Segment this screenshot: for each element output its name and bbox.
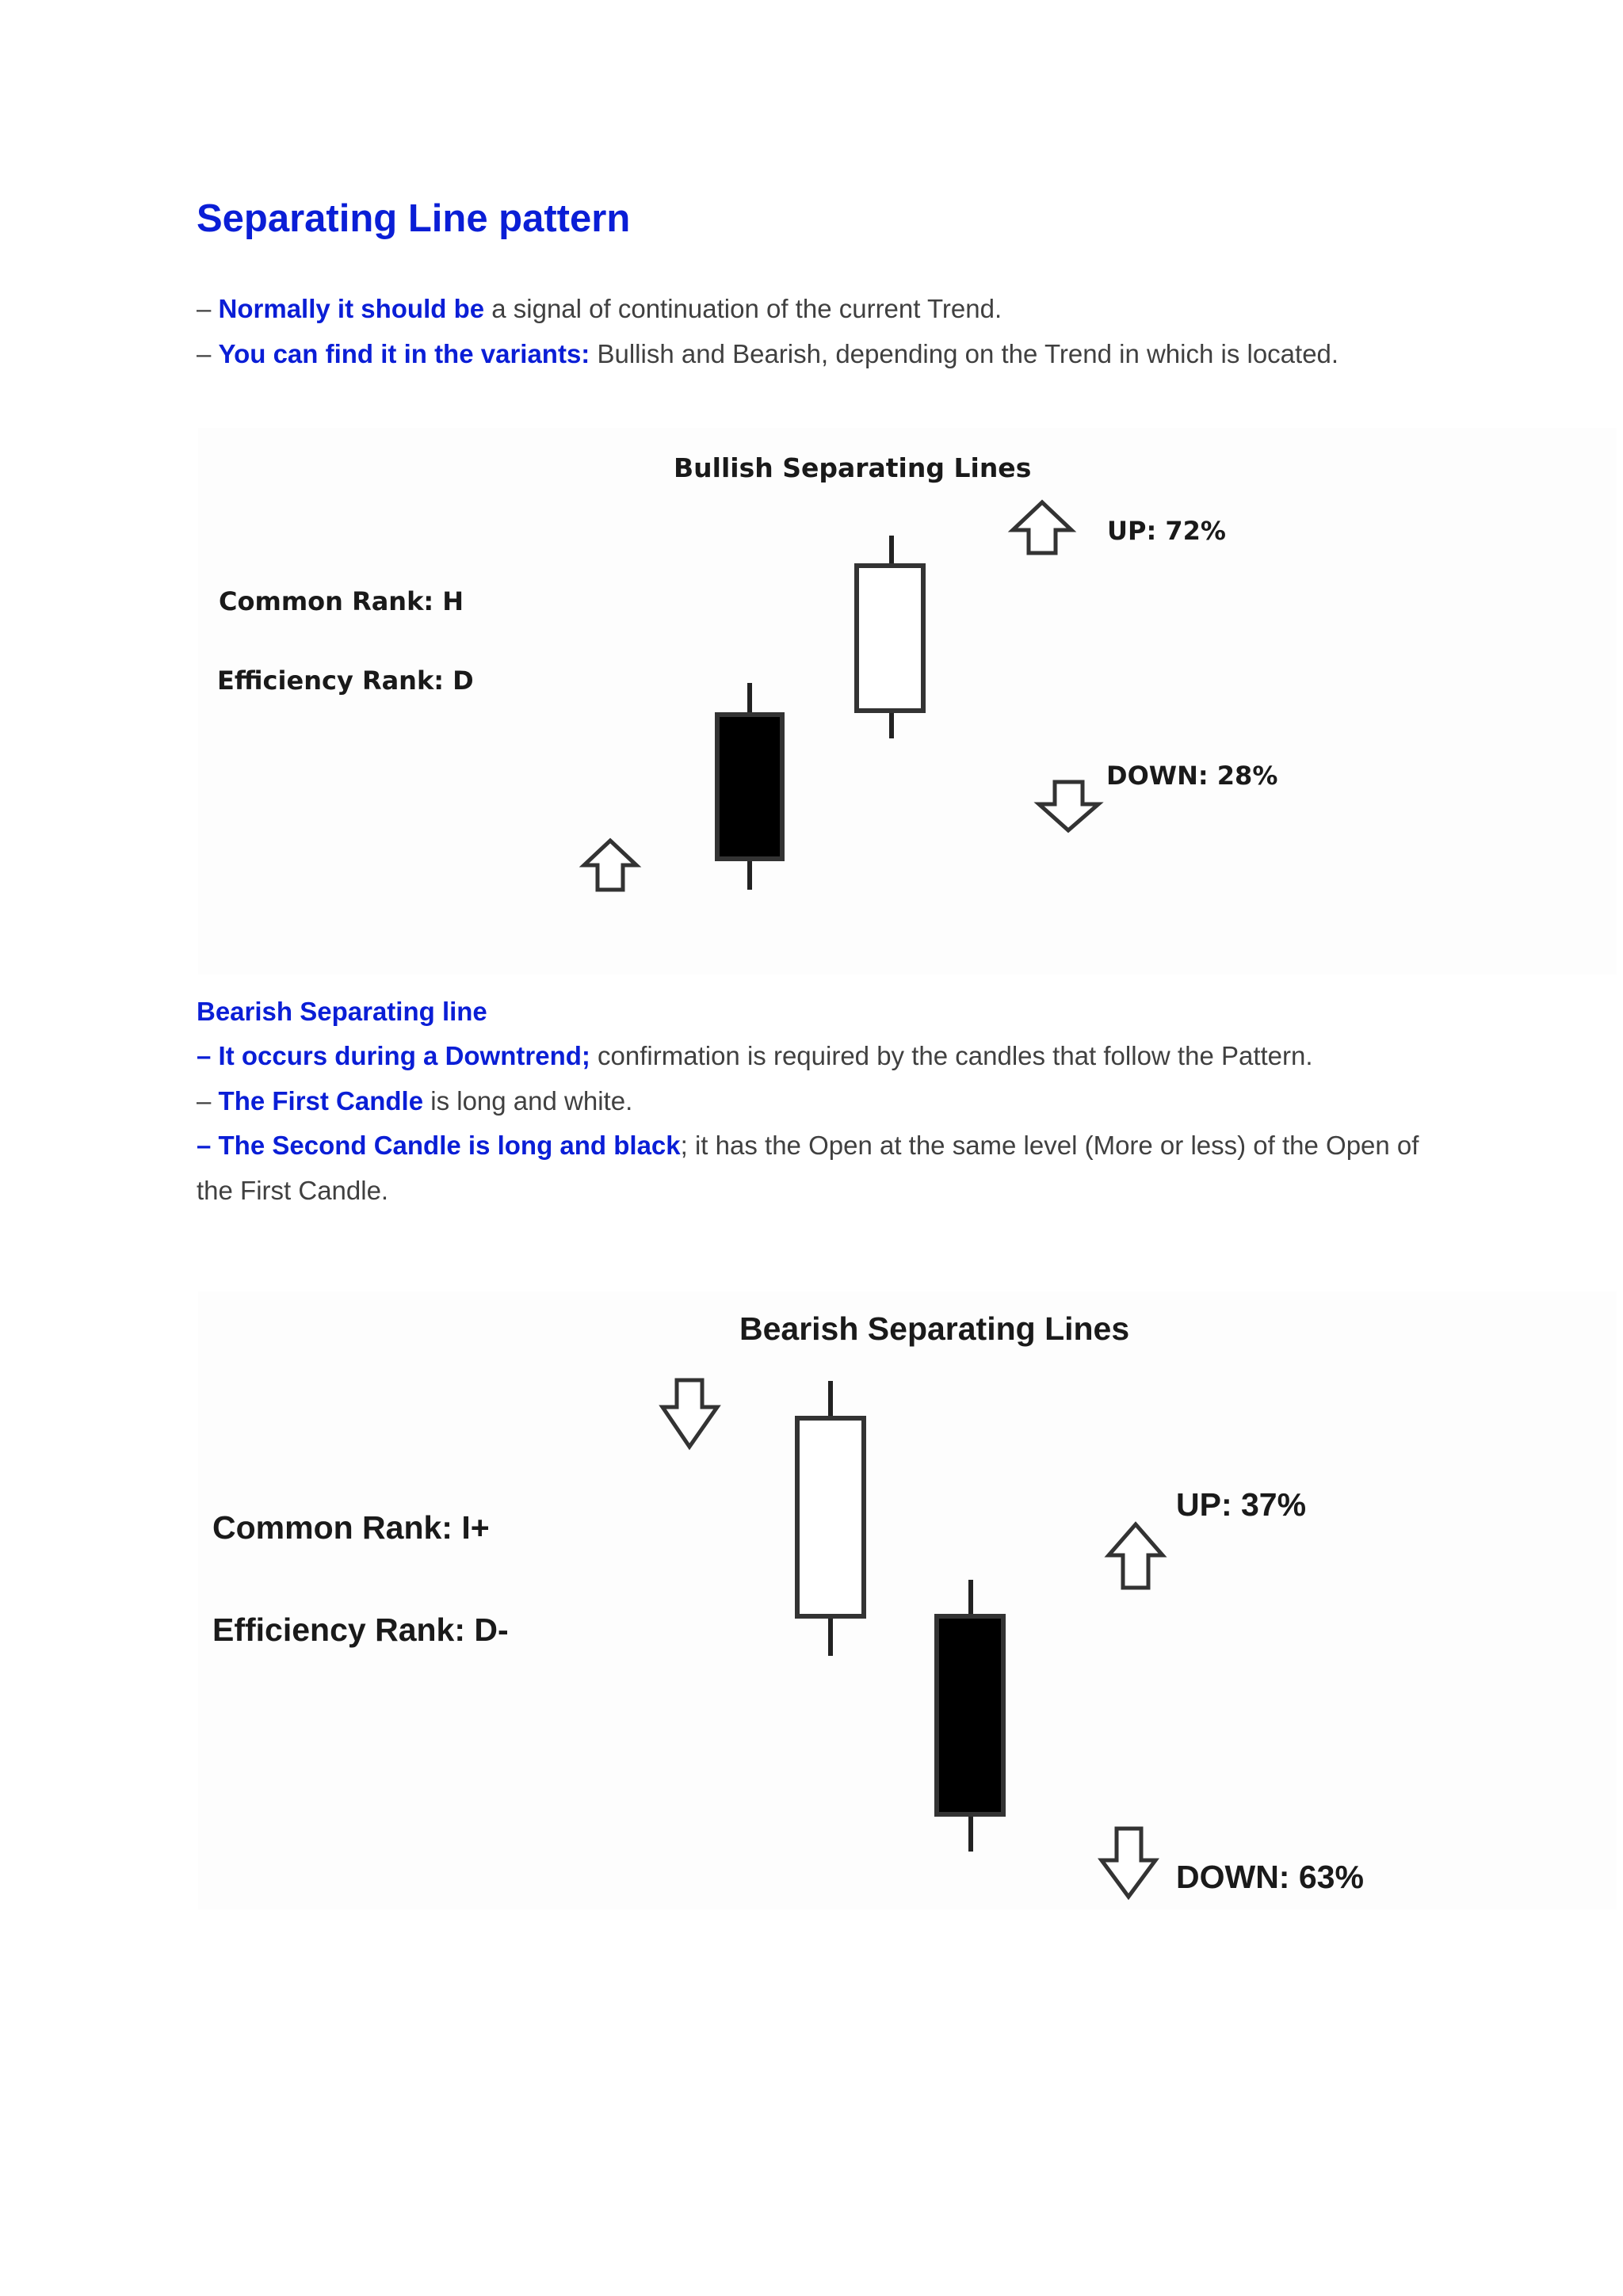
- dash: –: [197, 1086, 219, 1116]
- down-arrow-icon: [1039, 782, 1098, 830]
- bearish-efficiency-rank: Efficiency Rank: D-: [212, 1611, 509, 1648]
- bearish-up-percentage: UP: 37%: [1176, 1486, 1307, 1523]
- bearish-line-2: [197, 1085, 632, 1117]
- bullish-diagram: [198, 428, 1617, 974]
- intro-line-2-bold: You can find it in the variants:: [218, 339, 590, 368]
- bearish-white-candle: [797, 1381, 864, 1656]
- bearish-common-rank: Common Rank: I+: [212, 1509, 490, 1546]
- bearish-line-3-bold: – The Second Candle is long and black: [197, 1131, 681, 1160]
- bearish-line-2-text: is long and white.: [423, 1086, 633, 1116]
- intro-line-1-bold: Normally it should be: [218, 294, 485, 323]
- bearish-line-2-bold: The First Candle: [218, 1086, 424, 1116]
- intro-line-2: [197, 338, 1338, 370]
- bullish-efficiency-rank: Efficiency Rank: D: [217, 666, 474, 696]
- bearish-diagram-title: Bearish Separating Lines: [739, 1310, 1130, 1347]
- dash: –: [197, 339, 219, 368]
- bearish-heading: Bearish Separating line: [197, 997, 487, 1026]
- bullish-white-candle: [857, 536, 923, 738]
- bullish-black-candle: [717, 683, 782, 890]
- bearish-down-percentage: DOWN: 63%: [1176, 1859, 1364, 1895]
- page-title: Separating Line pattern: [197, 197, 631, 240]
- bullish-up-percentage: UP: 72%: [1107, 516, 1226, 546]
- bearish-line-4-text: the First Candle.: [197, 1176, 389, 1205]
- intro-line-1: [197, 293, 1002, 325]
- bearish-diagram: [198, 1291, 1617, 1909]
- bullish-common-rank: Common Rank: H: [219, 586, 464, 616]
- bearish-line-4: [197, 1175, 388, 1207]
- bearish-line-1-text: confirmation is required by the candles that follow the Pattern.: [590, 1041, 1313, 1070]
- bearish-line-1-bold: – It occurs during a Downtrend;: [197, 1041, 590, 1070]
- bullish-down-percentage: DOWN: 28%: [1106, 761, 1278, 791]
- intro-line-1-text: a signal of continuation of the current Trend.: [484, 294, 1002, 323]
- bullish-trend-up-arrow-icon: [584, 841, 636, 890]
- bearish-line-3-text: ; it has the Open at the same level (More or less) of the Open of: [680, 1131, 1419, 1160]
- down-arrow-icon: [1102, 1829, 1155, 1897]
- intro-line-2-text: Bullish and Bearish, depending on the Trend in which is located.: [590, 339, 1339, 368]
- bullish-diagram-title: Bullish Separating Lines: [674, 452, 1032, 483]
- up-arrow-icon: [1013, 502, 1071, 553]
- bearish-trend-down-arrow-icon: [663, 1380, 717, 1447]
- up-arrow-icon: [1109, 1524, 1163, 1588]
- bearish-line-3: [197, 1130, 1419, 1161]
- bearish-line-1: [197, 1040, 1313, 1072]
- dash: –: [197, 294, 219, 323]
- bearish-black-candle: [937, 1580, 1003, 1852]
